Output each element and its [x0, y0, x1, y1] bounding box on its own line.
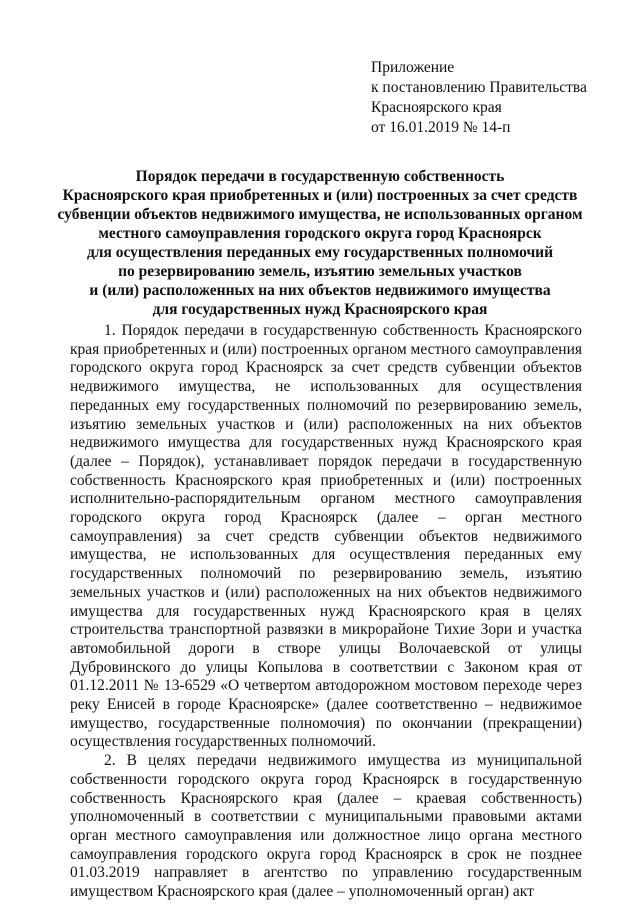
annex-block [371, 58, 587, 138]
paragraph-2: 2. В целях передачи недвижимого имущества из муниципальной собственности городского округа город Красноярск в государственную собственность Красноярского края (далее – краевая собственность) уполномоченный в соответствии с муниципальными правовыми актами орган местного самоуправления или должностное лицо органа местного самоуправления городского округа город Красноярск в срок не позднее 01.03.2019 направляет в агентство по управлению государственным имуществом Красноярского края (далее – уполномоченный орган) акт [70, 752, 582, 901]
paragraph-1: 1. Порядок передачи в государственную собственность Красноярского края приобретенных и (или) построенных органом местного самоуправления городского округа город Красноярск за счет средств субвенции объектов недвижимого имущества, не использованных для осуществления переданных ему государственных полномочий по резервированию земель, изъятию земельных участков и (или) расположенных на них объектов недвижимого имущества для государственных нужд Красноярского края (далее – Порядок), устанавливает порядок передачи в государственную собственность Красноярского края приобретенных и (или) построенных исполнительно-распорядительным органом местного самоуправления городского округа город Красноярск (далее – орган местного самоуправления) за счет средств субвенции объектов недвижимого имущества, не использованных для осуществления переданных ему государственных полномочий по резервированию земель, изъятию земельных участков и (или) расположенных на них объектов недвижимого имущества для государственных нужд Красноярского края в целях строительства транспортной развязки в микрорайоне Тихие Зори и участка автомобильной дороги в створе улицы Волочаевской от улицы Дубровинского до улицы Копылова в соответствии с Законом края от 01.12.2011 № 13-6529 «О четвертом автодорожном мостовом переходе через реку Енисей в городе Красноярске» (далее соответственно – недвижимое имущество, государственные полномочия) по окончании (прекращении) осуществления государственных полномочий. [70, 322, 582, 751]
title-line: для государственных нужд Красноярского края [152, 301, 488, 318]
title-line: для осуществления переданных ему государственных полномочий [86, 244, 554, 261]
annex-line-3: Красноярского края [371, 99, 502, 116]
annex-line-4: от 16.01.2019 № 14-п [371, 119, 511, 136]
document-title [40, 167, 600, 319]
title-line: местного самоуправления городского округа город Красноярск [98, 225, 542, 242]
annex-line-2: к постановлению Правительства [371, 79, 587, 96]
annex-line-1: Приложение [371, 59, 455, 76]
document-body [70, 322, 582, 902]
title-line: Красноярского края приобретенных и (или) построенных за счет средств [62, 187, 578, 204]
title-line: Порядок передачи в государственную собственность [135, 168, 505, 185]
title-line: и (или) расположенных на них объектов недвижимого имущества [89, 282, 551, 299]
title-line: по резервированию земель, изъятию земельных участков [118, 263, 522, 280]
title-line: субвенции объектов недвижимого имущества, не использованных органом [57, 206, 583, 223]
